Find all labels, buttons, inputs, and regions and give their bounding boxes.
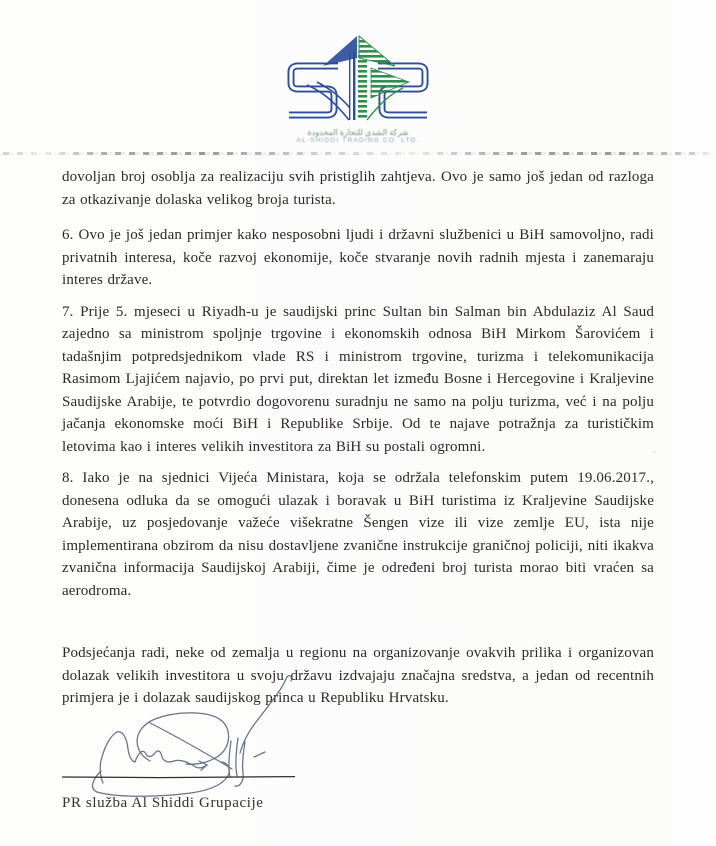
signature-line bbox=[62, 777, 295, 778]
letter-body bbox=[62, 166, 654, 719]
paragraph-closing: Podsjećanja radi, neke od zemalja u regionu na organizovanje ovakvih prilika i organizovan dolazak velikih investitora u svoju državu izdvajaju značajna sredstva, a jedan od recentnih primjera je i dolazak saudijskog princa u Republiku Hrvatsku. bbox=[62, 645, 654, 706]
al-shiddi-logo-icon bbox=[283, 30, 433, 126]
letterhead bbox=[0, 30, 716, 145]
scan-artifact-line bbox=[0, 152, 716, 155]
scan-speck: ʼ bbox=[653, 450, 656, 460]
logo-arabic-caption: شركة الشدي للتجارة المحدودة bbox=[307, 128, 409, 137]
paragraph-6: 6. Ovo je još jedan primjer kako nesposobni ljudi i državni službenici u BiH samovoljno, radi privatnih interesa, koče razvoj ekonomije, koče stvaranje novih radnih mjesta i zanemaraju interes države. bbox=[62, 227, 654, 288]
logo-latin-caption: AL-SHIDDI TRADING CO. LTD. bbox=[296, 137, 420, 144]
paragraph-continuation: dovoljan broj osoblja za realizaciju svih pristiglih zahtjeva. Ovo je samo još jedan od razloga za otkazivanje dolaska velikog broja turista. bbox=[62, 169, 654, 208]
signature-caption: PR služba Al Shiddi Grupacije bbox=[62, 795, 264, 811]
paragraph-7: 7. Prije 5. mjeseci u Riyadh-u je saudijski princ Sultan bin Salman bin Abdulaziz Al Saud zajedno sa ministrom spoljnje trgovine i ekonomskih odnosa BiH Mirkom Šarovićem i tadašnjim potpredsjednikom vlade RS i ministrom trgovine, turizma i telekomunikacija Rasimom Ljajićem najavio, po prvi put, direktan let između Bosne i Hercegovine i Kraljevine Saudijske Arabije, te potvrdio dogovorenu suradnju ne samo na polju turizma, već i na polju jačanja ekonomske moći BiH i Republike Srbije. Od te najave potražnja za turističkim letovima kao i interes velikih investitora za BiH su postali ogromni. bbox=[62, 303, 654, 455]
paragraph-8: 8. Iako je na sjednici Vijeća Ministara, koja se održala telefonskim putem 19.06.2017., donesena odluka da se omogući ulazak i boravak u BiH turistima iz Kraljevine Saudijske Arabije, uz posjedovanje važeće višekratne Šengen vize ili vize zemlje EU, ista nije implementirana obzirom da nisu dostavljene zvanične instrukcije graničnoj policiji, niti ikakva zvanična informacija Saudijskoj Arabiji, čime je određeni broj turista morao biti vraćen sa aerodroma. bbox=[62, 470, 654, 599]
